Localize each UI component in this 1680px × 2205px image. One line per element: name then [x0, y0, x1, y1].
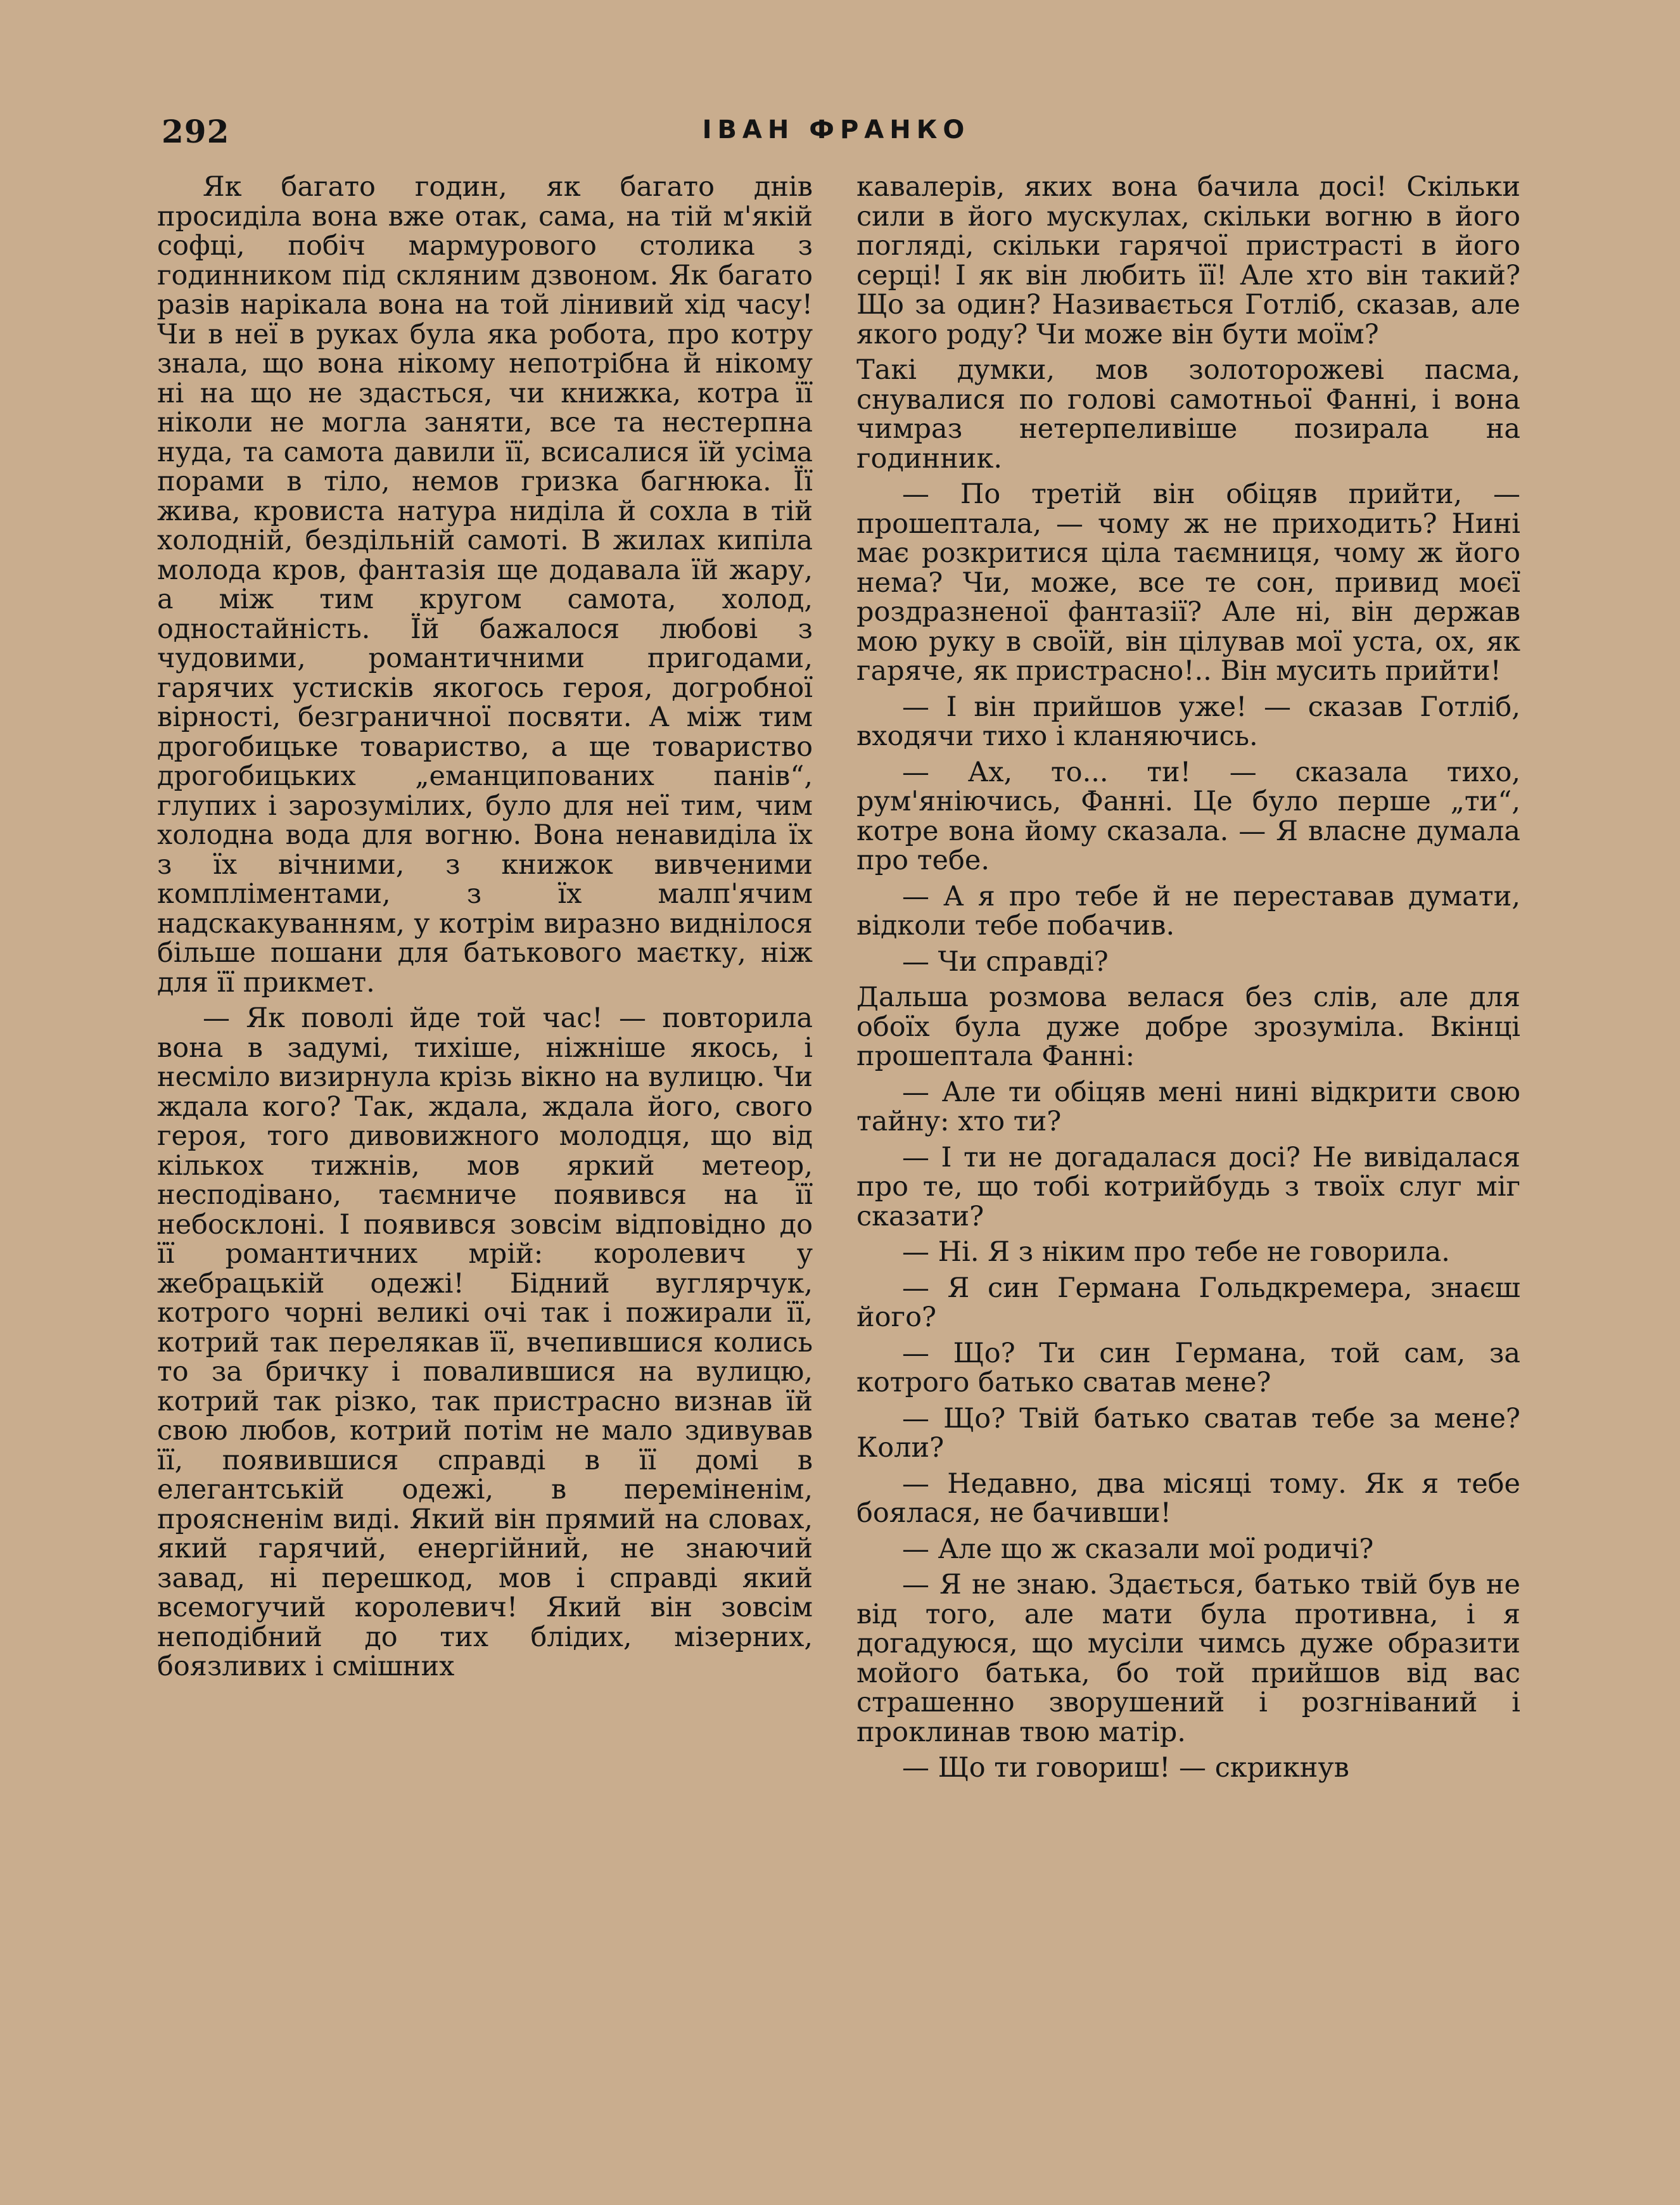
paragraph: — Що? Ти син Германа, той сам, за котрого батько сватав мене?: [856, 1337, 1520, 1398]
paragraph: — Чи справді?: [902, 945, 1109, 978]
paragraph: — І він прийшов уже! — сказав Готліб, входячи тихо і кланяючись.: [856, 691, 1520, 752]
page-header: [162, 106, 1511, 151]
paragraph: Такі думки, мов золоторожеві пасма, снувалися по голові самотньої Фанні, і вона чимраз нетерпеливіше позирала на годинник.: [856, 354, 1520, 475]
paragraph: Як багато годин, як багато днів просиділа вона вже отак, сама, на тій м'якій софці, побіч мармурового столика з годинником під скляним дзвоном. Як багато разів нарікала вона на той лінивий хід часу! Чи в неї в руках була яка робота, про котру знала, що вона нікому непотрібна й нікому ні на що не здасться, чи книжка, котра її ніколи не могла заняти, все та нестерпна нуда, та самота давили її, всисалися їй усіма порами в тіло, немов гризка багнюка. Її жива, кровиста натура ниділа й сохла в тій холодній, бездільній самоті. В жилах кипіла молода кров, фантазія ще додавала їй жару, а між тим кругом самота, холод, одностайність. Їй бажалося любові з чудовими, романтичними пригодами, гарячих устисків якогось героя, догробної вірності, безграничної посвяти. А між тим дрогобицьке товариство, а ще товариство дрогобицьких „еманципованих панів“, глупих і зарозумілих, було для неї тим, чим холодна вода для вогню. Вона ненавиділа їх з їх вічними, з книжок вивченими компліментами, з їх малп'ячим надскакуванням, у котрім виразно виднілося більше пошани для батькового маєтку, ніж для її прикмет.: [157, 171, 813, 999]
running-head: ІВАН ФРАНКО: [702, 115, 970, 144]
paragraph: — Я син Германа Гольдкремера, знаєш його?: [856, 1272, 1520, 1333]
paragraph: — Недавно, два місяці тому. Як я тебе боялася, не бачивши!: [856, 1467, 1520, 1529]
paragraph: — Як поволі йде той час! — повторила вона в задумі, тихіше, ніжніше якось, і несміло визирнула крізь вікно на вулицю. Чи ждала кого? Так, ждала, ждала його, свого героя, того дивовижного молодця, що від кількох тижнів, мов яркий метеор, несподівано, таємниче появився на її небосклоні. І появився зовсім відповідно до її романтичних мрій: королевич у жебрацькій одежі! Бідний вуглярчук, котрого чорні великі очі так і пожирали її, котрий так перелякав її, вчепившися колись то за бричку і повалившися на вулицю, котрий так різко, так пристрасно визнав їй свою любов, котрий потім не мало здивував її, появившися справді в її домі в елегантській одежі, в переміненім, прояснeнім виді. Який він прямий на словах, який гарячий, енергійний, не знаючий завад, ні перешкод, мов і справді який всемогучий королевич! Який він зовсім неподібний до тих блідих, мізерних, боязливих і смішних: [157, 1002, 813, 1682]
page-number: 292: [162, 113, 230, 150]
paragraph: — Я не знаю. Здається, батько твій був не від того, але мати була противна, і я догадуюся, що мусіли чимсь дуже образити мойого батька, бо той прийшов від вас страшенно зворушений і розгніваний і проклинав твою матір.: [856, 1569, 1520, 1748]
paragraph: — По третій він обіцяв прийти, — прошептала, — чому ж не приходить? Нині має розкритися ціла таємниця, чому ж його нема? Чи, може, все те сон, привид моєї роздразненої фантазії? Але ні, він держав мою руку в своїй, він цілував мої уста, ох, як гаряче, як пристрасно!.. Він мусить прийти!: [856, 478, 1520, 687]
paragraph: — Але ти обіцяв мені нині відкрити свою тайну: хто ти?: [856, 1076, 1520, 1137]
paragraph: — Що ти говориш! — скрикнув: [902, 1752, 1349, 1784]
paragraph: Дальша розмова велася без слів, але для обоїх була дуже добре зрозуміла. Вкінці прошептала Фанні:: [856, 981, 1520, 1072]
paragraph: — Ах, то... ти! — сказала тихо, рум'яніючись, Фанні. Це було перше „ти“, котре вона йому сказала. — Я власне думала про тебе.: [856, 756, 1520, 876]
left-text-column: [157, 172, 813, 1688]
right-text-column: [856, 172, 1520, 1789]
paragraph: — Але що ж сказали мої родичі?: [902, 1533, 1374, 1565]
paragraph: — Що? Твій батько сватав тебе за мене? Коли?: [856, 1402, 1520, 1464]
paragraph: — І ти не догадалася досі? Не вивідалася про те, що тобі котрийбудь з твоїх слуг міг сказати?: [856, 1141, 1520, 1232]
paragraph: — А я про тебе й не переставав думати, відколи тебе побачив.: [856, 880, 1520, 942]
paragraph: кавалерів, яких вона бачила досі! Скільки сили в його мускулах, скільки вогню в його погляді, скільки гарячої пристрасті в його серці! І як він любить її! Але хто він такий? Що за один? Називається Готліб, сказав, але якого роду? Чи може він бути моїм?: [856, 171, 1520, 350]
paragraph: — Ні. Я з ніким про тебе не говорила.: [902, 1236, 1450, 1268]
